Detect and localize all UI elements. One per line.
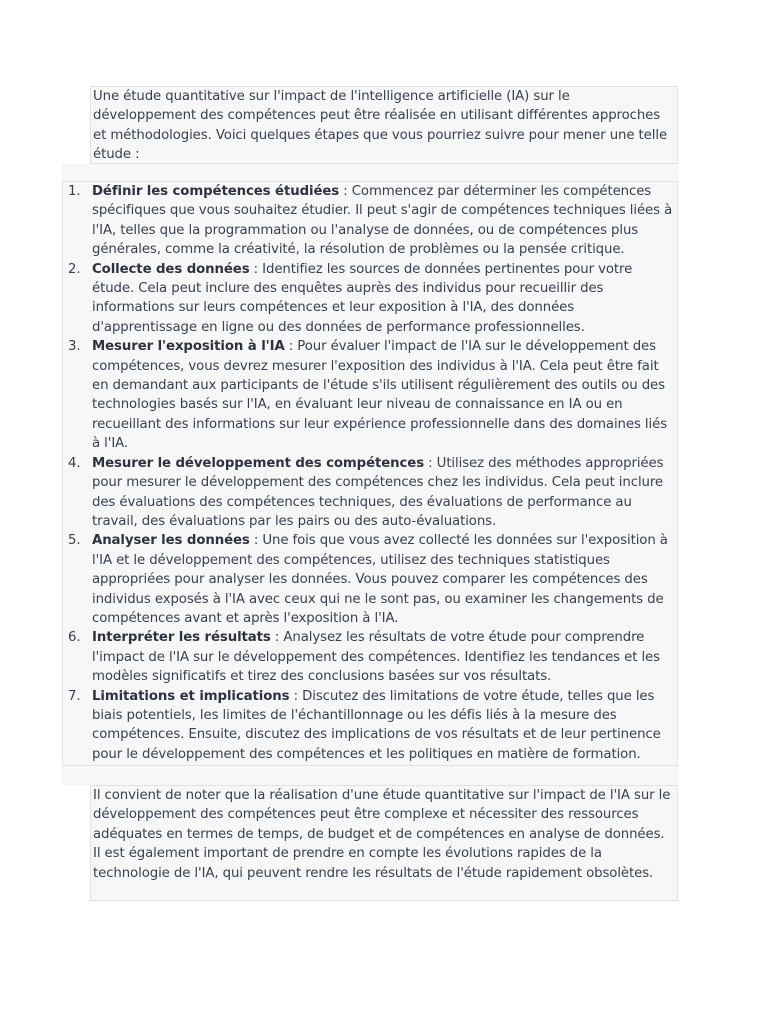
list-item bbox=[63, 337, 677, 453]
step-title: Définir les compétences étudiées bbox=[92, 184, 340, 199]
step-number: 5. bbox=[68, 533, 81, 549]
intro-paragraph: Une étude quantitative sur l'impact de l'intelligence artificielle (IA) sur le développement des compétences peut être réalisée en utilisant différentes approches et méthodologies. Voici quelques étapes que vous pourriez suivre pour mener une telle étude : bbox=[93, 89, 668, 163]
intro-block bbox=[90, 86, 678, 164]
steps-block bbox=[62, 181, 678, 766]
list-item bbox=[63, 454, 677, 532]
step-text: : Discutez des limitations de votre étude, telles que les biais potentiels, les limites de l'échantillonnage ou les défis liés à la mesure des compétences. Ensuite, discutez des implications de vos résultats et de leur pertinence pour le développement des compétences et les politiques en matière de formation. bbox=[92, 688, 661, 762]
step-number: 7. bbox=[68, 688, 81, 704]
step-text: : Analysez les résultats de votre étude pour comprendre l'impact de l'IA sur le développement des compétences. Identifiez les tendances et les modèles significatifs et tirez des conclusions basées sur vos résultats. bbox=[92, 630, 660, 685]
step-title: Collecte des données bbox=[92, 261, 250, 277]
step-title: Mesurer l'exposition à l'IA bbox=[92, 339, 285, 355]
list-item bbox=[63, 182, 677, 260]
outro-band bbox=[62, 766, 678, 785]
step-text: : Une fois que vous avez collecté les données sur l'exposition à l'IA et le développement des compétences, utilisez des techniques statistiques appropriées pour analyser les données. Vous pouvez comparer les compétences des individus exposés à l'IA avec ceux qui ne le sont pas, ou examiner les changements de compétences avant et après l'exposition à l'IA. bbox=[92, 533, 668, 626]
step-title: Interpréter les résultats bbox=[92, 630, 271, 646]
step-text: : Commencez par déterminer les compétences spécifiques que vous souhaitez étudier. Il peut s'agir de compétences techniques liées à l'IA, telles que la programmation ou l'analyse de données, ou de compétences plus générales, comme la créativité, la résolution de problèmes ou la pensée critique. bbox=[92, 184, 673, 258]
step-text: : Pour évaluer l'impact de l'IA sur le développement des compétences, vous devrez mesurer l'exposition des individus à l'IA. Cela peut être fait en demandant aux participants de l'étude s'ils utilisent régulièrement des outils ou des technologies basés sur l'IA, en évaluant leur niveau de connaissance en IA ou en recueillant des informations sur leur expérience professionnelle dans des domaines liés à l'IA. bbox=[92, 339, 668, 452]
outro-paragraph: Il convient de noter que la réalisation d'une étude quantitative sur l'impact de l'IA sur le développement des compétences peut être complexe et nécessiter des ressources adéquates en termes de temps, de budget et de compétences en analyse de données. Il est également important de prendre en compte les évolutions rapides de la technologie de l'IA, qui peuvent rendre les résultats de l'étude rapidement obsolètes. bbox=[93, 788, 671, 881]
step-number: 2. bbox=[68, 261, 81, 277]
step-number: 6. bbox=[68, 630, 81, 646]
list-item bbox=[63, 628, 677, 686]
step-number: 3. bbox=[68, 339, 81, 355]
step-text: : Identifiez les sources de données pertinentes pour votre étude. Cela peut inclure des enquêtes auprès des individus pour recueillir des informations sur leurs compétences et leur exposition à l'IA, des données d'apprentissage en ligne ou des données de performance professionnelles. bbox=[92, 261, 633, 335]
outro-block bbox=[90, 785, 678, 901]
list-item bbox=[63, 260, 677, 338]
step-number: 4. bbox=[68, 455, 81, 471]
step-title: Analyser les données bbox=[92, 533, 250, 549]
step-number: 1. bbox=[68, 184, 81, 199]
list-item bbox=[63, 531, 677, 628]
step-title: Limitations et implications bbox=[92, 688, 290, 704]
step-text: : Utilisez des méthodes appropriées pour mesurer le développement des compétences chez les individus. Cela peut inclure des évaluations des compétences techniques, des évaluations de performance au travail, des évaluations par les pairs ou des auto-évaluations. bbox=[92, 455, 664, 529]
intro-band bbox=[62, 164, 678, 181]
steps-list bbox=[63, 182, 677, 764]
step-title: Mesurer le développement des compétences bbox=[92, 455, 425, 471]
list-item bbox=[63, 687, 677, 765]
